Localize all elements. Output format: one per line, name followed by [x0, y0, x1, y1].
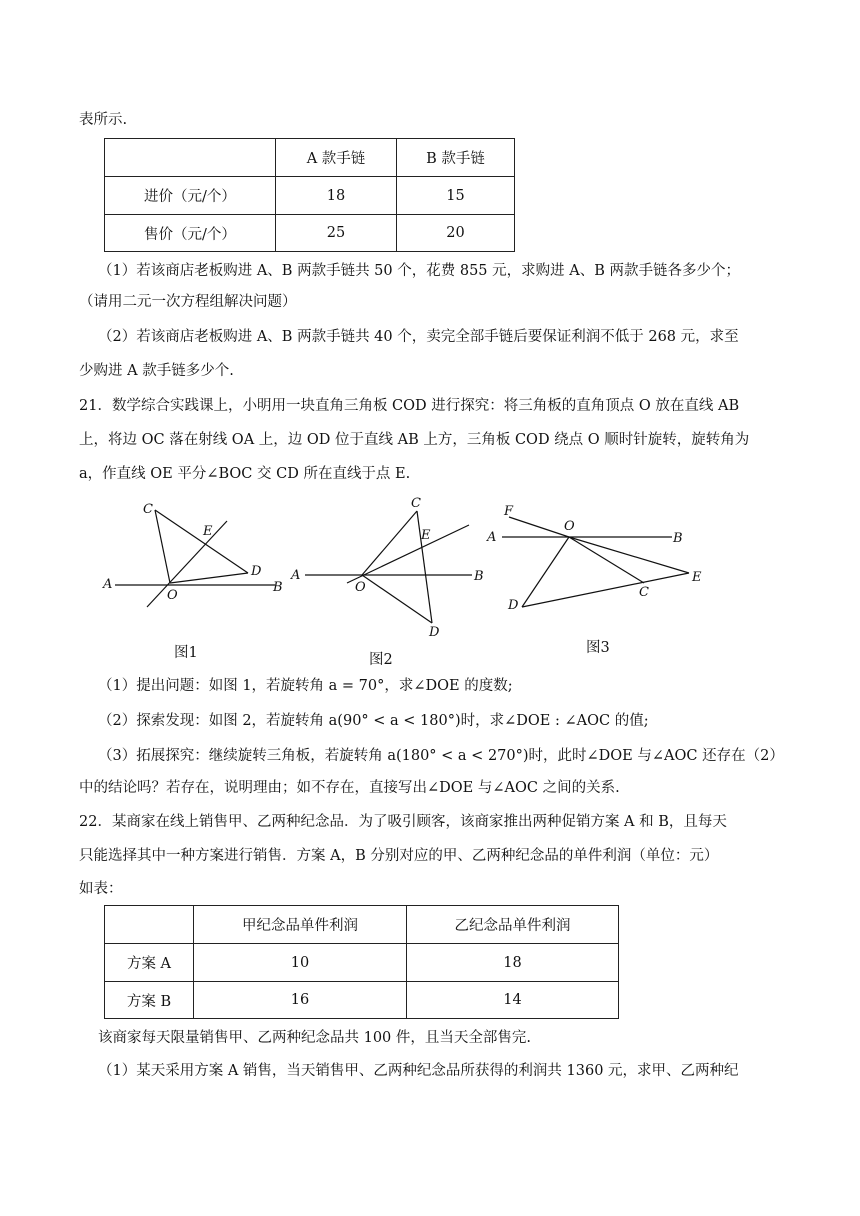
- fig1-label: O: [167, 588, 178, 603]
- fig3-label: F: [504, 504, 514, 519]
- q22-part1: （1）某天采用方案 A 销售，当天销售甲、乙两种纪念品所获得的利润共 1360 元，求甲、乙两种纪: [98, 1063, 739, 1079]
- table-header: A 款手链: [276, 139, 397, 177]
- table-cell: 16: [194, 982, 407, 1019]
- table-cell: [105, 906, 194, 944]
- fig1-label: D: [251, 564, 262, 579]
- table-cell: 14: [407, 982, 619, 1019]
- q21-line3: a，作直线 OE 平分∠BOC 交 CD 所在直线于点 E.: [79, 466, 411, 482]
- table-header: B 款手链: [397, 139, 515, 177]
- fig2-label: O: [355, 580, 366, 595]
- q21-subq2: （2）探索发现：如图 2，若旋转角 a(90° < a < 180°)时，求∠DOE : ∠AOC 的值;: [98, 713, 649, 729]
- fig3-caption: 图3: [586, 640, 610, 656]
- fig2-label: D: [429, 625, 440, 640]
- q21-subq3-line2: 中的结论吗？若存在，说明理由；如不存在，直接写出∠DOE 与∠AOC 之间的关系.: [79, 780, 620, 796]
- fig3-label: O: [564, 519, 575, 534]
- fig2-label: B: [474, 569, 484, 584]
- table-cell: 10: [194, 944, 407, 982]
- table-cell: 方案 B: [105, 982, 194, 1019]
- fig1-label: E: [203, 524, 213, 539]
- price-table: [104, 138, 515, 252]
- fig2-label: A: [291, 568, 301, 583]
- figure-1: [95, 495, 295, 615]
- table-cell: 18: [407, 944, 619, 982]
- table-cell: 方案 A: [105, 944, 194, 982]
- intro-tail: 表所示.: [79, 112, 128, 128]
- table-row: [105, 215, 515, 252]
- table-row: [105, 982, 619, 1019]
- figure-3: [484, 499, 714, 614]
- table-cell: 进价（元/个）: [105, 177, 276, 215]
- table-row: [105, 944, 619, 982]
- fig3-label: E: [692, 570, 702, 585]
- q22-line1: 22．某商家在线上销售甲、乙两种纪念品．为了吸引顾客，该商家推出两种促销方案 A 和 B，且每天: [79, 814, 727, 830]
- q20-part1-line2: （请用二元一次方程组解决问题）: [79, 294, 297, 310]
- table-row: [105, 177, 515, 215]
- q22-line2: 只能选择其中一种方案进行销售．方案 A，B 分别对应的甲、乙两种纪念品的单件利润（单位：元）: [79, 848, 719, 864]
- fig2-label: C: [411, 496, 421, 511]
- table-header: 乙纪念品单件利润: [407, 906, 619, 944]
- fig3-label: B: [673, 531, 683, 546]
- fig1-label: A: [103, 577, 113, 592]
- q21-subq1: （1）提出问题：如图 1，若旋转角 a = 70°，求∠DOE 的度数;: [98, 678, 513, 694]
- q21-subq3-line1: （3）拓展探究：继续旋转三角板，若旋转角 a(180° < a < 270°)时，此时∠DOE 与∠AOC 还存在（2）: [98, 748, 784, 764]
- fig2-caption: 图2: [369, 652, 393, 668]
- table-cell: [105, 139, 276, 177]
- table-cell: 售价（元/个）: [105, 215, 276, 252]
- q22-line3: 如表：: [79, 881, 123, 897]
- fig1-label: C: [143, 502, 153, 517]
- q20-part2-line1: （2）若该商店老板购进 A、B 两款手链共 40 个，卖完全部手链后要保证利润不低于 268 元，求至: [98, 329, 739, 345]
- profit-table: [104, 905, 619, 1019]
- fig1-label: B: [273, 580, 283, 595]
- fig3-label: C: [639, 585, 649, 600]
- fig1-caption: 图1: [174, 645, 198, 661]
- q20-part1-line1: （1）若该商店老板购进 A、B 两款手链共 50 个，花费 855 元，求购进 A、B 两款手链各多少个；: [98, 263, 740, 279]
- table-cell: 18: [276, 177, 397, 215]
- q21-line1: 21．数学综合实践课上，小明用一块直角三角板 COD 进行探究：将三角板的直角顶点 O 放在直线 AB: [79, 398, 740, 414]
- q21-line2: 上，将边 OC 落在射线 OA 上，边 OD 位于直线 AB 上方，三角板 COD 绕点 O 顺时针旋转，旋转角为: [79, 432, 750, 448]
- table-header: 甲纪念品单件利润: [194, 906, 407, 944]
- table-cell: 15: [397, 177, 515, 215]
- fig2-label: E: [421, 528, 431, 543]
- q20-part2-line2: 少购进 A 款手链多少个.: [79, 363, 234, 379]
- figure-2: [287, 493, 497, 643]
- table-cell: 25: [276, 215, 397, 252]
- fig3-label: D: [508, 598, 519, 613]
- table-cell: 20: [397, 215, 515, 252]
- q22-note: 该商家每天限量销售甲、乙两种纪念品共 100 件，且当天全部售完.: [98, 1030, 532, 1046]
- fig3-label: A: [487, 530, 497, 545]
